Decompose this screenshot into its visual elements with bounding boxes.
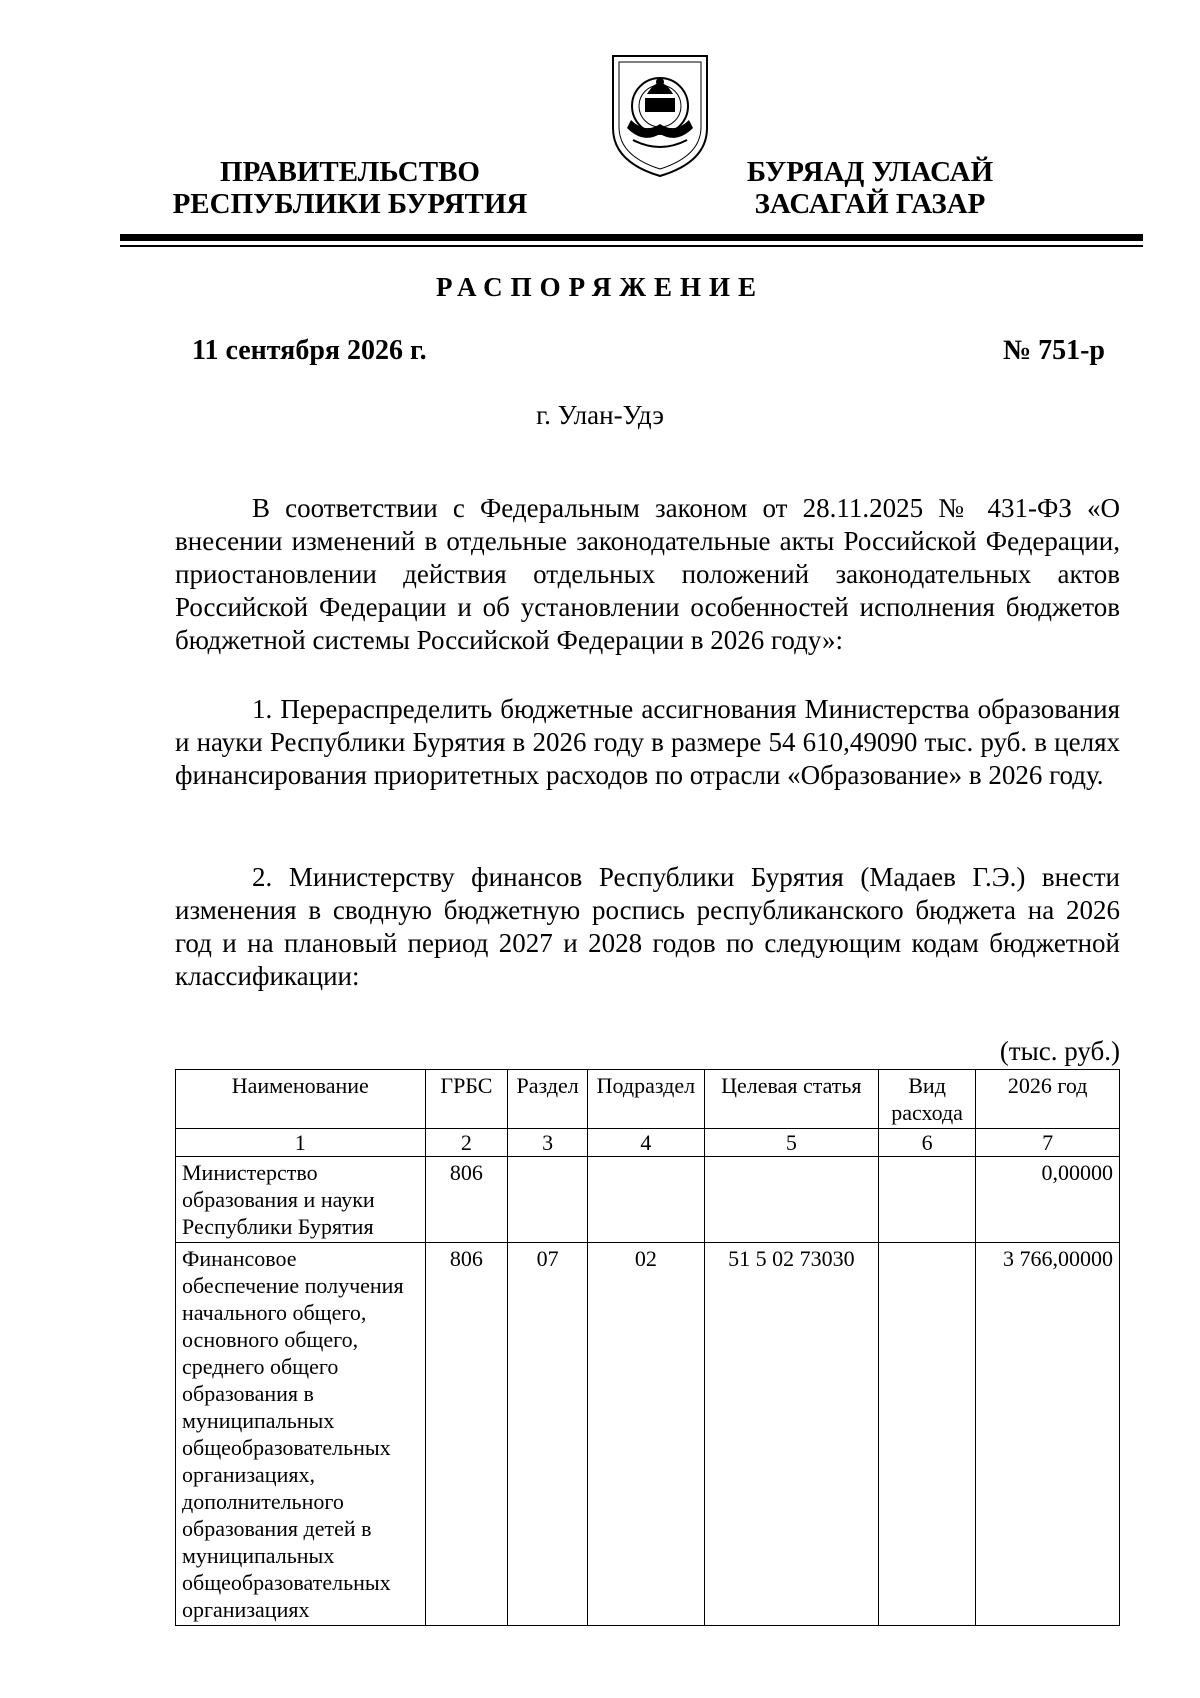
row-name: Министерство образования и науки Республики Бурятия [176,1157,426,1243]
column-number: 6 [878,1129,975,1157]
header-subsection: Подраздел [587,1070,704,1129]
org-name-line1: ПРАВИТЕЛЬСТВО [220,156,480,188]
header-expense-type: Вид расхода [878,1070,975,1129]
row-name: Финансовое обеспечение получения начального общего, основного общего, среднего общего образования в муниципальных общеобразовательных организациях, дополнительного образования детей в муниципальных общеобразовательных организациях [176,1243,426,1626]
row-target [704,1157,878,1243]
row-grbs: 806 [425,1157,508,1243]
column-number: 3 [508,1129,588,1157]
table-header-row [176,1070,1120,1129]
header-section: Раздел [508,1070,588,1129]
row-amount: 3 766,00000 [976,1243,1120,1626]
document-date: 11 сентября 2026 г. [192,335,427,366]
column-number: 4 [587,1129,704,1157]
org-name-buryat [705,156,1035,220]
org-name-buryat-line1: БУРЯАД УЛАСАЙ [746,156,994,188]
column-number: 7 [976,1129,1120,1157]
table-units: (тыс. руб.) [999,1036,1120,1066]
preamble-text: В соответствии с Федеральным законом от 28.11.2025 № 431-ФЗ «О внесении изменений в отдельные законодательные акты Российской Федерации, приостановлении действия отдельных положений законодательных актов Российской Федерации и об установлении особенностей исполнения бюджетов бюджетной системы Российской Федерации в 2026 году»: [175,493,1120,655]
row-subsection [587,1157,704,1243]
row-section: 07 [508,1243,588,1626]
header-divider-thick [120,234,1143,241]
column-number: 2 [425,1129,508,1157]
org-name-buryat-line2: ЗАСАГАЙ ГАЗАР [754,188,986,220]
item-2-paragraph [175,861,1120,993]
row-section [508,1157,588,1243]
preamble-paragraph [175,492,1120,657]
header-target: Целевая статья [704,1070,878,1129]
document-city: г. Улан-Удэ [536,400,664,430]
column-number: 1 [176,1129,426,1157]
document-type: РАСПОРЯЖЕНИЕ [435,272,765,302]
header-divider-thin [120,245,1143,247]
item-1-paragraph [175,693,1120,792]
item-1-text: 1. Перераспределить бюджетные ассигнования Министерства образования и науки Республики Бурятия в 2026 году в размере 54 610,49090 тыс. руб. в целях финансирования приоритетных расходов по отрасли «Образование» в 2026 году. [175,694,1120,790]
org-name-russian [160,156,540,220]
column-number: 5 [704,1129,878,1157]
document-number: № 751-р [1002,335,1105,366]
coat-of-arms-icon [605,50,715,180]
header-name: Наименование [176,1070,426,1129]
org-name-line2: РЕСПУБЛИКИ БУРЯТИЯ [172,188,528,220]
header-grbs: ГРБС [425,1070,508,1129]
table-column-numbers-row [176,1129,1120,1157]
row-amount: 0,00000 [976,1157,1120,1243]
budget-table [175,1069,1120,1626]
item-2-text: 2. Министерству финансов Республики Бурятия (Мадаев Г.Э.) внести изменения в сводную бюджетную роспись республиканского бюджета на 2026 год и на плановый период 2027 и 2028 годов по следующим кодам бюджетной классификации: [175,862,1120,991]
row-subsection: 02 [587,1243,704,1626]
row-target: 51 5 02 73030 [704,1243,878,1626]
row-expense-type [878,1243,975,1626]
table-row [176,1157,1120,1243]
row-expense-type [878,1157,975,1243]
header-amount: 2026 год [976,1070,1120,1129]
row-grbs: 806 [425,1243,508,1626]
table-row [176,1243,1120,1626]
